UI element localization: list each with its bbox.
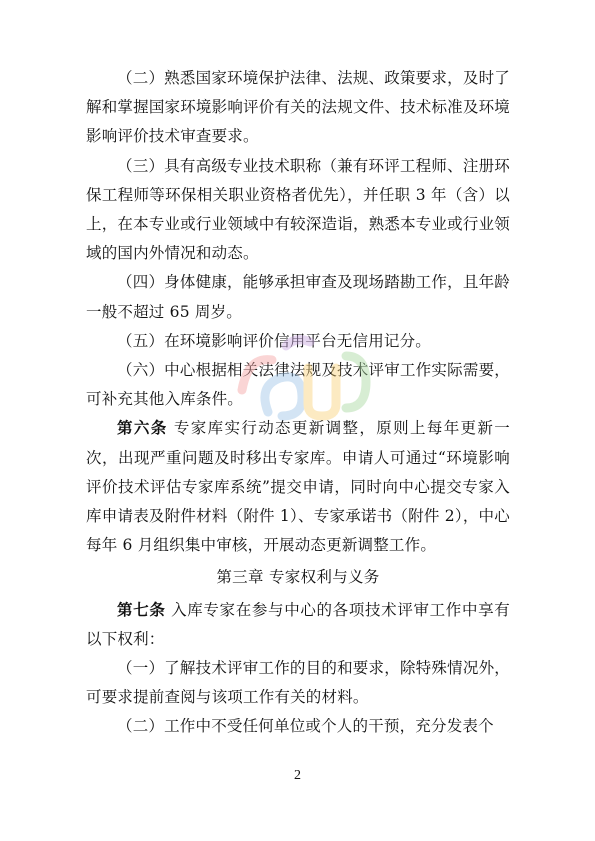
article-6-label: 第六条 [117,419,168,438]
article-6: 第六条 专家库实行动态更新调整，原则上每年更新一次，出现严重问题及时移出专家库。申请人可通过“环境影响评价技术评估专家库系统”提交申请，同时向中心提交专家入库申请表及附件材料（附件 1）、专家承诺书（附件 2），中心每年 6 月组织集中审核，开展动态更新调整工作。 [86,419,510,555]
right-2: （二）工作中不受任何单位或个人的干预，充分发表个 [117,717,494,736]
page-content [86,64,510,742]
paragraph-3: （三）具有高级专业技术职称（兼有环评工程师、注册环保工程师等环保相关职业资格者优先），并任职 3 年（含）以上，在本专业或行业领域中有较深造诣，熟悉本专业或行业领域的国内外情况和动态。 [86,156,510,263]
paragraph-6: （六）中心根据相关法律法规及技术评审工作实际需要，可补充其他入库条件。 [86,361,510,409]
paragraph-2: （二）熟悉国家环境保护法律、法规、政策要求，及时了解和掌握国家环境影响评价有关的法规文件、技术标准及环境影响评价技术审查要求。 [86,69,510,146]
paragraph-5: （五）在环境影响评价信用平台无信用记分。 [117,331,432,350]
article-7-label: 第七条 [117,600,166,619]
article-7: 第七条 入库专家在参与中心的各项技术评审工作中享有以下权利： [86,600,510,648]
page-number: 2 [294,768,301,783]
right-1: （一）了解技术评审工作的目的和要求，除特殊情况外，可要求提前查阅与该项工作有关的材料。 [86,659,510,707]
paragraph-4: （四）身体健康，能够承担审查及现场踏勘工作，且年龄一般不超过 65 周岁。 [86,273,510,321]
chapter-heading: 第三章 专家权利与义务 [216,568,380,587]
